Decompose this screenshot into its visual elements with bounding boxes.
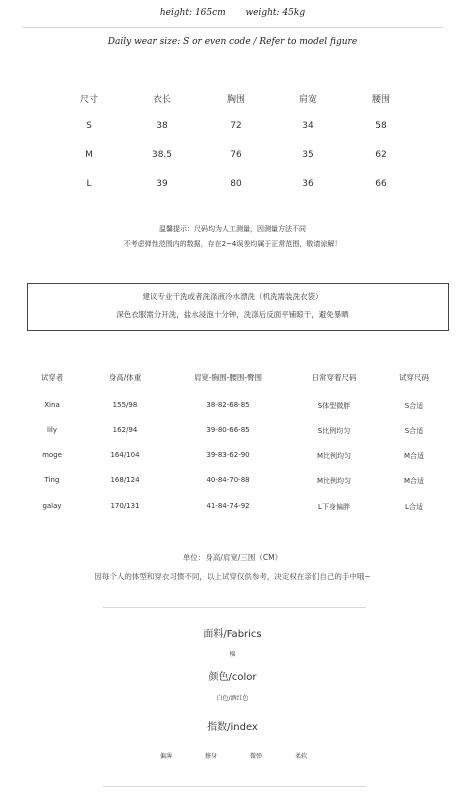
fit-cell: M合适 bbox=[403, 477, 425, 485]
fit-cell: S比例均匀 bbox=[317, 427, 351, 435]
fabric-value: 棉 bbox=[229, 651, 236, 658]
care-line2: 深色衣服需分开洗，盐水浸泡十分钟，洗涤后反面平铺晾干，避免暴晒 bbox=[116, 310, 349, 319]
size-cell: 80 bbox=[230, 179, 242, 189]
fit-cell: 170/131 bbox=[110, 502, 140, 510]
index-title: 指数/index bbox=[207, 722, 258, 733]
fit-cell: Ting bbox=[44, 476, 60, 484]
size-header-cell: 腰围 bbox=[371, 95, 391, 105]
fit-cell: Xina bbox=[44, 401, 60, 409]
color-title: 颜色/color bbox=[208, 672, 257, 683]
fit-header-cell: 试穿尺码 bbox=[399, 373, 429, 382]
fit-cell: S合适 bbox=[404, 402, 424, 410]
size-cell: 35 bbox=[302, 150, 314, 160]
fit-cell: L合适 bbox=[405, 503, 423, 511]
care-line1: 建议专业干洗或者洗涤液冷水漂洗（机洗需装洗衣袋） bbox=[142, 292, 323, 301]
fit-cell: M比例均匀 bbox=[316, 452, 352, 460]
fit-cell: 164/104 bbox=[110, 451, 140, 459]
size-cell: S bbox=[86, 121, 92, 131]
fabric-title: 面料/Fabrics bbox=[203, 629, 262, 640]
size-cell: 72 bbox=[230, 121, 242, 131]
size-note: Daily wear size: S or even code / Refer to model figure bbox=[107, 37, 358, 47]
fit-unit-note: 单位：身高/肩宽/三围（CM） bbox=[182, 553, 283, 562]
fit-header-cell: 日常穿着尺码 bbox=[311, 373, 357, 382]
measure-note-line2: 不考虑弹性范围内的数据，存在2~4误差均属于正常范围，敬请谅解！ bbox=[123, 240, 342, 248]
fit-cell: 41-84-74-92 bbox=[206, 502, 250, 510]
measure-note-line1: 温馨提示：尺码均为人工测量，因测量方法不同 bbox=[159, 225, 306, 233]
model-weight: weight: 45kg bbox=[245, 8, 306, 18]
size-header-cell: 肩宽 bbox=[298, 95, 318, 105]
size-cell: L bbox=[86, 179, 92, 189]
fit-cell: lily bbox=[47, 426, 57, 434]
size-cell: 58 bbox=[375, 121, 387, 131]
fit-cell: 162/94 bbox=[112, 426, 138, 434]
size-cell: 36 bbox=[302, 179, 314, 189]
size-header-cell: 胸围 bbox=[226, 95, 246, 105]
model-measurements bbox=[0, 8, 465, 18]
size-header-cell: 衣长 bbox=[152, 95, 172, 105]
divider bbox=[103, 786, 366, 787]
fit-cell: 39-83-62-90 bbox=[206, 451, 250, 459]
index-item: 柔软 bbox=[294, 753, 308, 760]
fit-header-cell: 肩宽-胸围-腰围-臀围 bbox=[193, 373, 263, 382]
size-cell: 38 bbox=[156, 121, 168, 131]
fit-cell: 38-82-68-85 bbox=[206, 401, 250, 409]
size-cell: 34 bbox=[302, 121, 314, 131]
model-height: height: 165cm bbox=[159, 8, 226, 18]
fit-cell: L下身偏胖 bbox=[318, 503, 350, 511]
fit-cell: galay bbox=[42, 502, 62, 510]
size-header-cell: 尺寸 bbox=[79, 95, 99, 105]
fit-header-cell: 身高/体重 bbox=[108, 373, 142, 382]
size-cell: 66 bbox=[375, 179, 387, 189]
fit-header-cell: 试穿者 bbox=[40, 373, 64, 382]
fit-cell: 155/98 bbox=[112, 401, 138, 409]
index-item: 修身 bbox=[204, 753, 218, 760]
fit-cell: S体型微胖 bbox=[317, 402, 351, 410]
size-cell: M bbox=[85, 150, 93, 160]
size-cell: 39 bbox=[156, 179, 168, 189]
fit-cell: M比例均匀 bbox=[316, 477, 352, 485]
divider bbox=[103, 607, 366, 608]
index-item: 微弹 bbox=[249, 753, 263, 760]
fit-cell: 39-80-66-85 bbox=[206, 426, 250, 434]
index-item: 偏薄 bbox=[159, 753, 173, 760]
fit-cell: 168/124 bbox=[110, 476, 140, 484]
size-cell: 38.5 bbox=[151, 150, 173, 160]
fit-cell: 40-84-70-88 bbox=[206, 476, 250, 484]
fit-cell: M合适 bbox=[403, 452, 425, 460]
size-cell: 76 bbox=[230, 150, 242, 160]
fit-cell: moge bbox=[42, 451, 62, 459]
fit-disclaimer: 因每个人的体型和穿衣习惯不同，以上试穿仅供参考，决定权在亲们自己的手中哦~ bbox=[94, 572, 371, 581]
divider bbox=[22, 27, 443, 28]
fit-cell: S合适 bbox=[404, 427, 424, 435]
color-value: 白色/酒红色 bbox=[216, 695, 249, 702]
size-cell: 62 bbox=[375, 150, 387, 160]
